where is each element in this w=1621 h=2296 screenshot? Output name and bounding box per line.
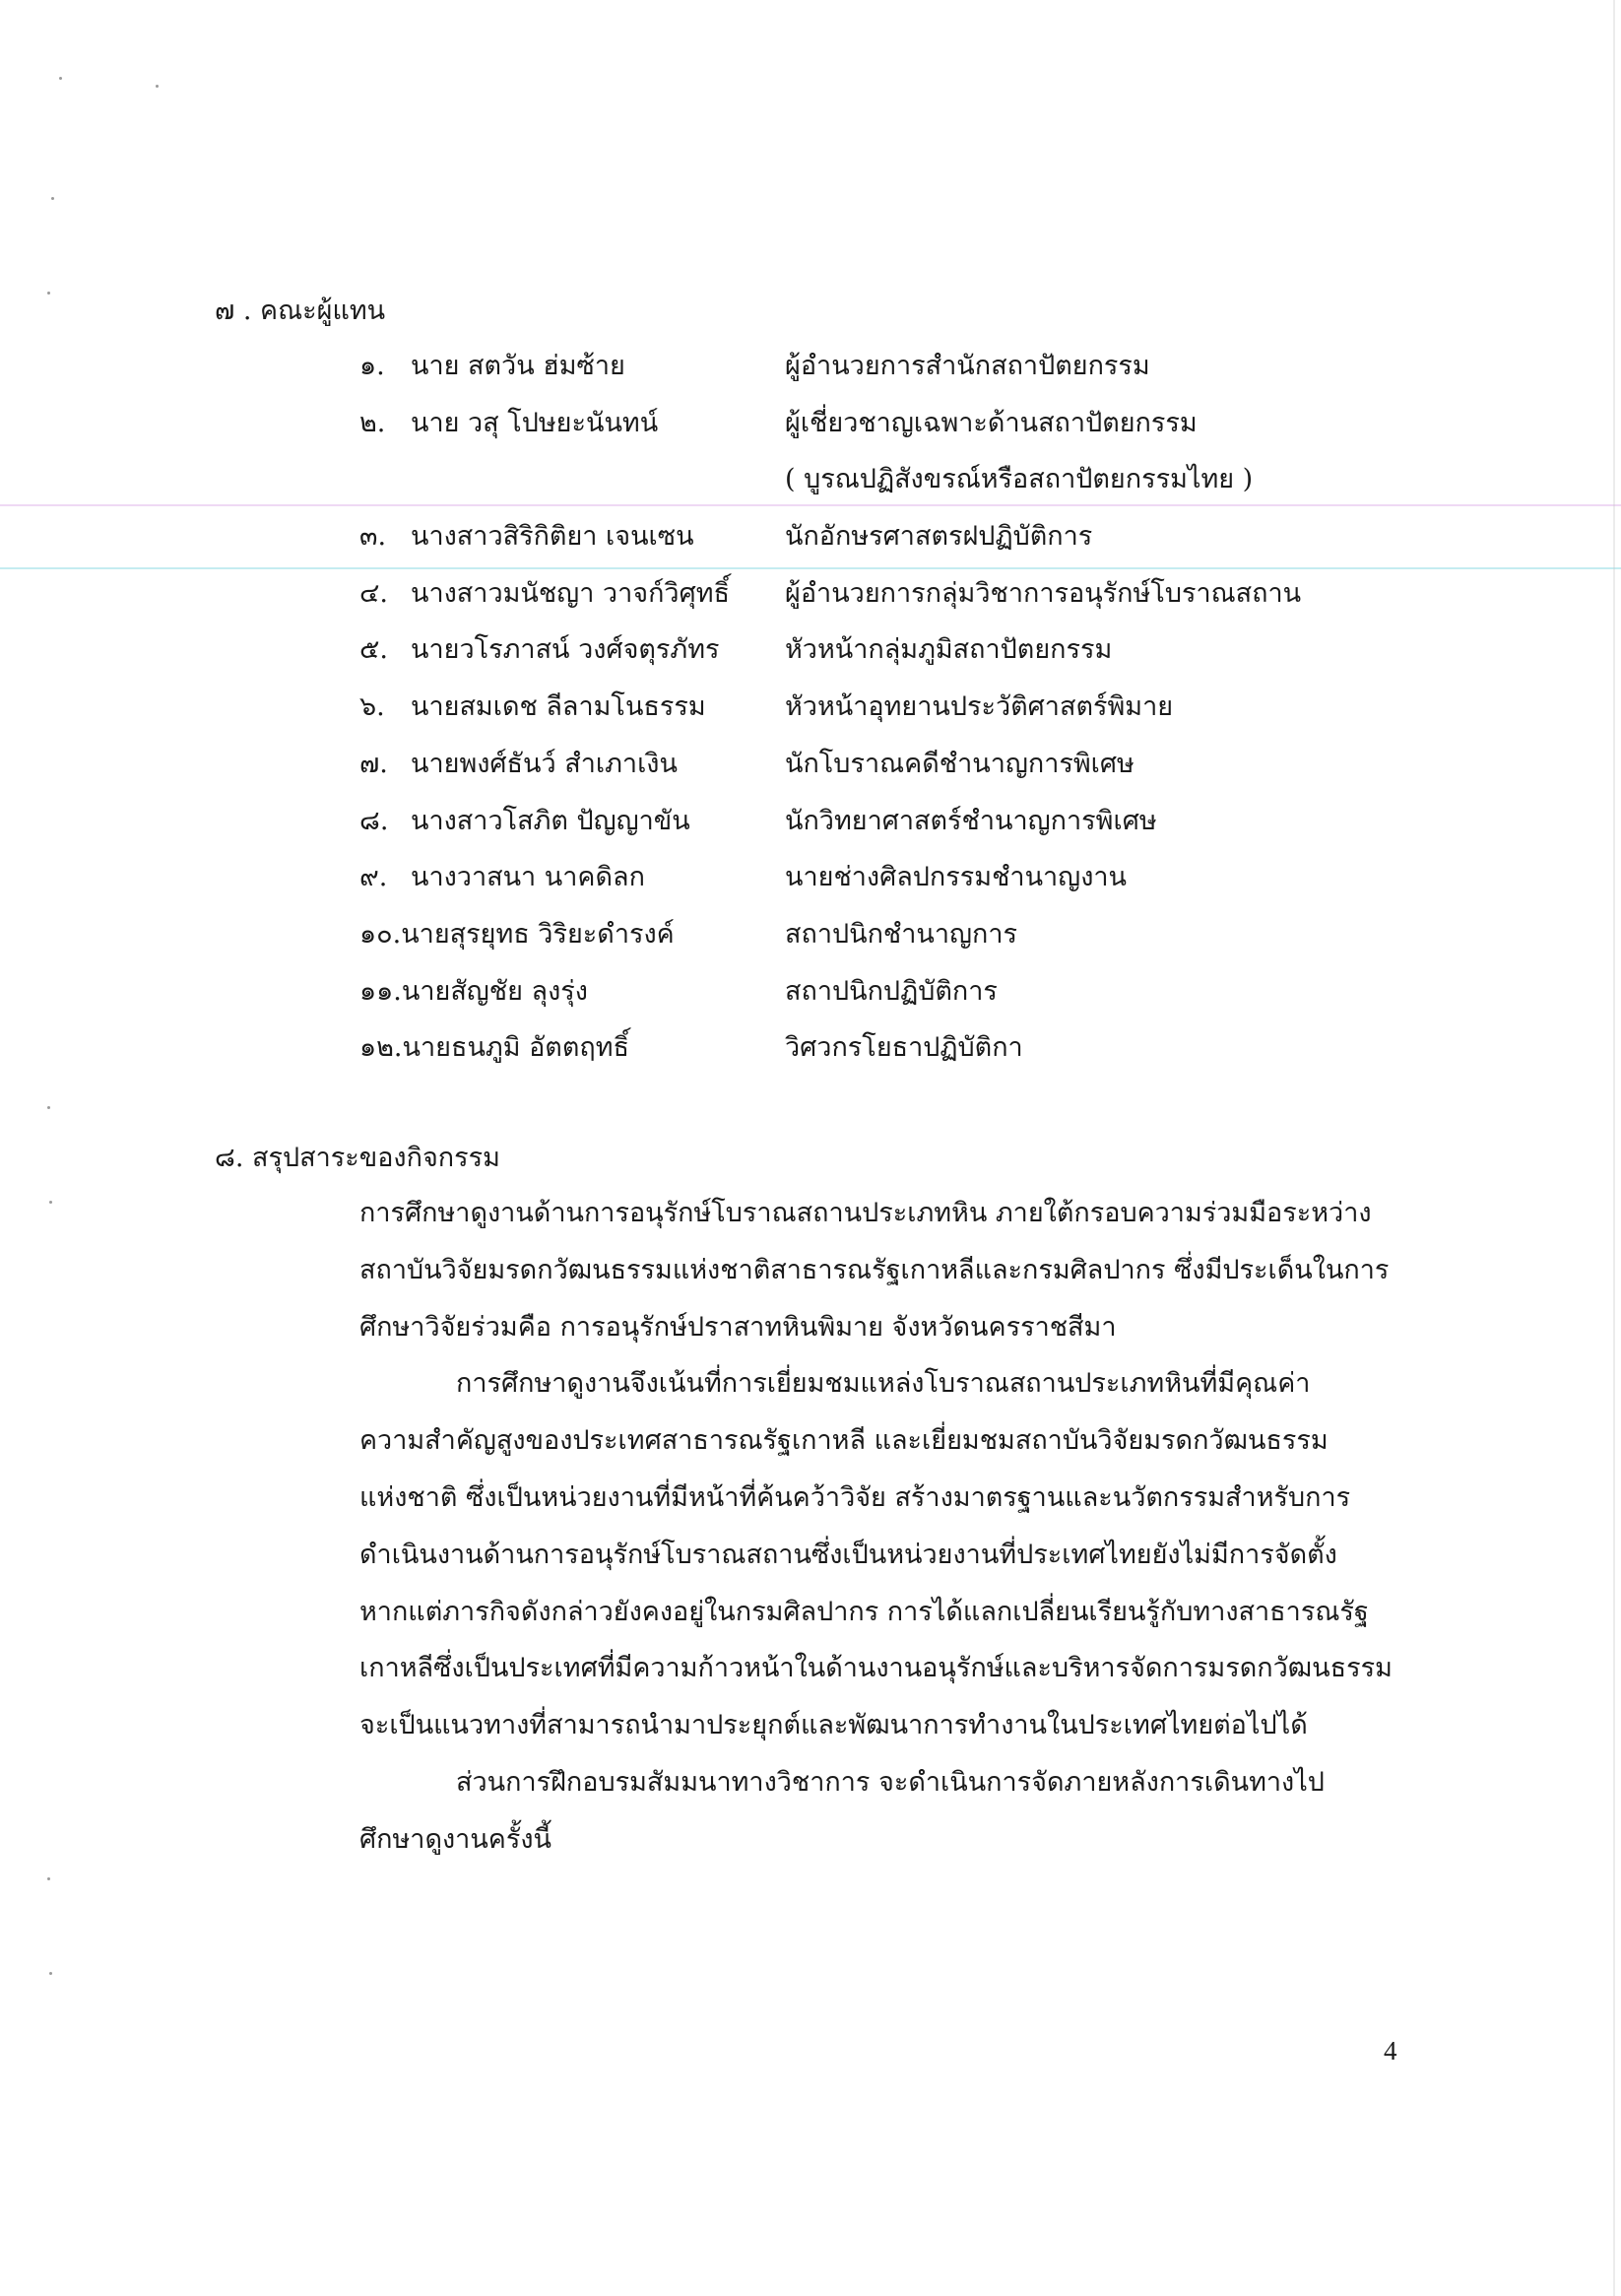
page-number: 4 [1384,2036,1397,2066]
member-name: นางวาสนา นาคดิลก [411,862,645,893]
member-position: ( บูรณปฏิสังขรณ์หรือสถาปัตยกรรมไทย ) [785,464,1254,495]
member-position: นักโบราณคดีชำนาญการพิเศษ [785,748,1135,779]
member-number: ๔. [359,577,389,609]
member-position: นายช่างศิลปกรรมชำนาญงาน [785,862,1127,893]
member-name: นาย สตวัน ฮ่มซ้าย [411,351,625,381]
member-row [359,858,1344,915]
member-row [359,915,1344,972]
member-number: ๒. [359,407,386,438]
member-position: ผู้อำนวยการสำนักสถาปัตยกรรม [785,351,1150,381]
member-number: ๑. [359,351,385,381]
member-position: ผู้อำนวยการกลุ่มวิชาการอนุรักษ์โบราณสถาน [785,577,1302,609]
member-row [359,630,1344,688]
scan-speck [49,1201,52,1204]
member-row [359,347,1344,404]
member-name: นาย วสุ โปษยะนันทน์ [411,407,659,438]
section-7-heading: ๗ . คณะผู้แทน [215,295,386,326]
summary-line: ส่วนการฝึกอบรมสัมมนาทางวิชาการ จะดำเนินการจัดภายหลังการเดินทางไป [456,1766,1325,1798]
member-row [359,802,1344,859]
member-name: นายสมเดช ลีลามโนธรรม [411,691,706,723]
scan-speck [49,1972,52,1975]
member-row [359,404,1344,461]
member-position: สถาปนิกปฏิบัติการ [785,975,998,1007]
member-row [359,688,1344,745]
member-number: ๙. [359,862,388,893]
scan-speck [47,292,50,295]
member-number: ๘. [359,805,389,836]
member-name: นางสาวสิริกิติยา เจนเซน [411,521,694,553]
member-row [359,574,1344,631]
member-position: สถาปนิกชำนาญการ [785,918,1018,950]
summary-line: ศึกษาวิจัยร่วมคือ การอนุรักษ์ปราสาทหินพิมาย จังหวัดนครราชสีมา [359,1311,1117,1343]
summary-line: จะเป็นแนวทางที่สามารถนำมาประยุกต์และพัฒนาการทำงานในประเทศไทยต่อไปได้ [359,1710,1308,1741]
scan-speck [156,85,159,88]
member-name: นายธนภูมิ อัตตฤทธิ์ [402,1032,629,1064]
scan-speck [51,197,54,200]
summary-line: สถาบันวิจัยมรดกวัฒนธรรมแห่งชาติสาธารณรัฐเกาหลีและกรมศิลปากร ซึ่งมีประเด็นในการ [359,1254,1390,1285]
member-name: นางสาวมนัชญา วาจก์วิศุทธิ์ [411,577,730,609]
member-number: ๗. [359,748,388,779]
member-position: หัวหน้าอุทยานประวัติศาสตร์พิมาย [785,691,1174,723]
summary-line: การศึกษาดูงานด้านการอนุรักษ์โบราณสถานประเภทหิน ภายใต้กรอบความร่วมมือระหว่าง [359,1198,1372,1228]
scan-speck [47,1106,50,1109]
member-position: วิศวกรโยธาปฏิบัติกา [785,1032,1023,1064]
summary-line: แห่งชาติ ซึ่งเป็นหน่วยงานที่มีหน้าที่ค้นคว้าวิจัย สร้างมาตรฐานและนวัตกรรมสำหรับการ [359,1481,1351,1513]
scan-speck [59,77,62,80]
member-number: ๑๒. [359,1032,403,1064]
member-row [359,972,1344,1029]
scan-speck [47,1877,50,1880]
summary-line: เกาหลีซึ่งเป็นประเทศที่มีความก้าวหน้าในด้านงานอนุรักษ์และบริหารจัดการมรดกวัฒนธรรม [359,1653,1393,1684]
member-number: ๓. [359,521,387,553]
summary-line: หากแต่ภารกิจดังกล่าวยังคงอยู่ในกรมศิลปากร การได้แลกเปลี่ยนเรียนรู้กับทางสาธารณรัฐ [359,1596,1369,1627]
member-name: นางสาวโสภิต ปัญญาขัน [411,805,690,836]
member-row [359,745,1344,802]
summary-line: ความสำคัญสูงของประเทศสาธารณรัฐเกาหลี และเยี่ยมชมสถาบันวิจัยมรดกวัฒนธรรม [359,1425,1329,1457]
member-position: นักอักษรศาสตรฝปฏิบัติการ [785,521,1093,553]
member-name: นายวโรภาสน์ วงศ์จตุรภัทร [411,634,720,666]
member-number: ๖. [359,691,385,723]
member-row [359,1028,1344,1085]
summary-line: การศึกษาดูงานจึงเน้นที่การเยี่ยมชมแหล่งโบราณสถานประเภทหินที่มีคุณค่า [456,1368,1311,1400]
member-number: ๑๑. [359,975,402,1007]
member-name: นายพงศ์ธันว์ สำเภาเงิน [411,748,678,779]
summary-paragraph [359,1194,1423,1877]
member-list [359,347,1344,1085]
scan-edge [1613,0,1615,2296]
member-name: นายสุรยุทธ วิริยะดำรงค์ [401,918,675,950]
member-position: นักวิทยาศาสตร์ชำนาญการพิเศษ [785,805,1157,836]
member-row [359,517,1344,574]
section-8-heading: ๘. สรุปสาระของกิจกรรม [215,1143,500,1173]
summary-line: ดำเนินงานด้านการอนุรักษ์โบราณสถานซึ่งเป็นหน่วยงานที่ประเทศไทยยังไม่มีการจัดตั้ง [359,1539,1337,1570]
summary-line: ศึกษาดูงานครั้งนี้ [359,1823,551,1855]
member-number: ๑๐. [359,918,402,950]
member-row [359,460,1344,517]
member-position: หัวหน้ากลุ่มภูมิสถาปัตยกรรม [785,634,1113,666]
member-number: ๕. [359,634,389,666]
member-name: นายสัญชัย ลุงรุ่ง [401,975,588,1007]
member-position: ผู้เชี่ยวชาญเฉพาะด้านสถาปัตยกรรม [785,407,1198,438]
